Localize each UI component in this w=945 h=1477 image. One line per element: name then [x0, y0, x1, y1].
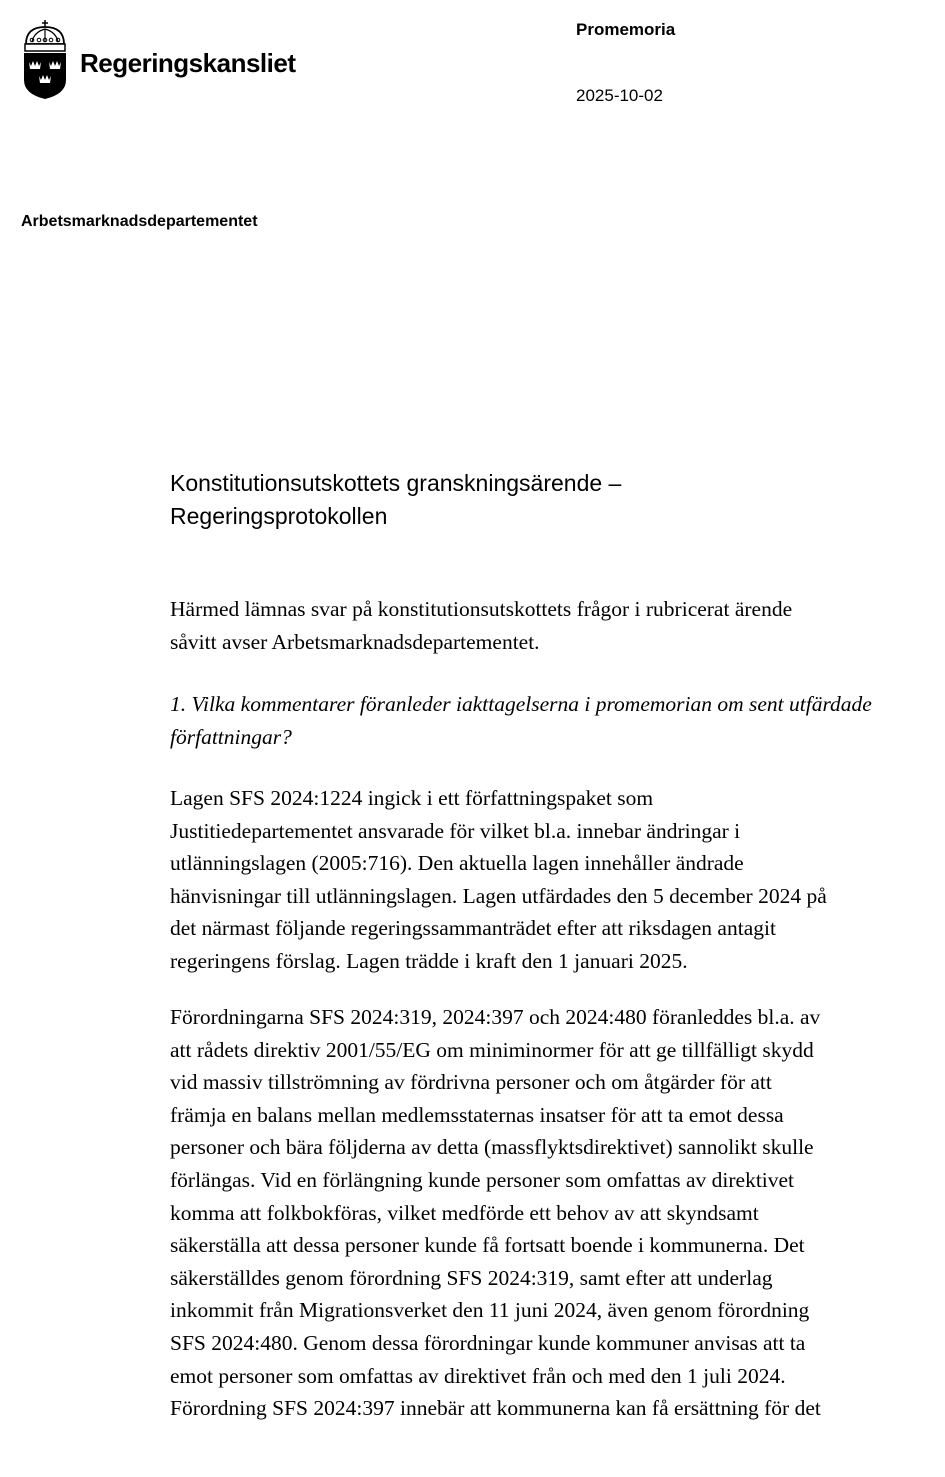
swedish-government-crest-icon: [20, 18, 70, 100]
text-line: säkerställdes genom förordning SFS 2024:319, samt efter att underlag: [170, 1265, 773, 1290]
text-line: Förordningarna SFS 2024:319, 2024:397 och 2024:480 föranleddes bl.a. av: [170, 1005, 821, 1029]
text-line: personer och bära följderna av detta (massflyktsdirektivet) sannolikt skulle: [170, 1135, 814, 1160]
text-line: förlängas. Vid en förlängning kunde personer som omfattas av direktivet: [170, 1167, 795, 1192]
title-line: Regeringsprotokollen: [170, 503, 388, 529]
title-line: Konstitutionsutskottets granskningsärende –: [170, 470, 622, 496]
text-line: inkommit från Migrationsverket den 11 juni 2024, även genom förordning: [170, 1298, 810, 1323]
organization-name: Regeringskansliet: [80, 48, 296, 78]
department-name: Arbetsmarknadsdepartementet: [21, 213, 258, 230]
text-line: vid massiv tillströmning av fördrivna personer och om åtgärder för att: [170, 1070, 772, 1095]
answer-paragraph-2: [170, 1001, 910, 1425]
text-line: utlänningslagen (2005:716). Den aktuella lagen innehåller ändrade: [170, 851, 744, 876]
text-line: komma att folkbokföras, vilket medförde ett behov av att skyndsamt: [170, 1200, 759, 1225]
answer-paragraph-1: [170, 782, 910, 978]
text-line: det närmast följande regeringssammanträdet efter att riksdagen antagit: [170, 916, 776, 941]
logo: [20, 18, 70, 100]
text-line: SFS 2024:480. Genom dessa förordningar kunde kommuner anvisas att ta: [170, 1330, 806, 1355]
text-line: Lagen SFS 2024:1224 ingick i ett författningspaket som: [170, 786, 654, 810]
text-line: emot personer som omfattas av direktivet från och med den 1 juli 2024.: [170, 1363, 786, 1388]
text-line: författningar?: [170, 724, 292, 749]
text-line: regeringens förslag. Lagen trädde i kraft den 1 januari 2025.: [170, 948, 688, 973]
intro-paragraph: [170, 593, 910, 658]
text-line: såvitt avser Arbetsmarknadsdepartementet.: [170, 629, 540, 654]
document-title: [170, 467, 870, 533]
text-line: säkerställa att dessa personer kunde få fortsatt boende i kommunerna. Det: [170, 1233, 805, 1258]
document-date: 2025-10-02: [576, 86, 663, 105]
text-line: främja en balans mellan medlemsstaternas insatser för att ta emot dessa: [170, 1102, 784, 1127]
text-line: Förordning SFS 2024:397 innebär att kommunerna kan få ersättning för det: [170, 1396, 821, 1421]
text-line: Härmed lämnas svar på konstitutionsutskottets frågor i rubricerat ärende: [170, 597, 793, 621]
text-line: hänvisningar till utlänningslagen. Lagen utfärdades den 5 december 2024 på: [170, 883, 827, 908]
text-line: Justitiedepartementet ansvarade för vilket bl.a. innebar ändringar i: [170, 818, 741, 843]
question-heading: [170, 688, 910, 753]
text-line: att rådets direktiv 2001/55/EG om miniminormer för att ge tillfälligt skydd: [170, 1037, 814, 1062]
document-type: Promemoria: [576, 20, 676, 39]
text-line: 1. Vilka kommentarer föranleder iakttagelserna i promemorian om sent utfärdade: [170, 692, 872, 716]
